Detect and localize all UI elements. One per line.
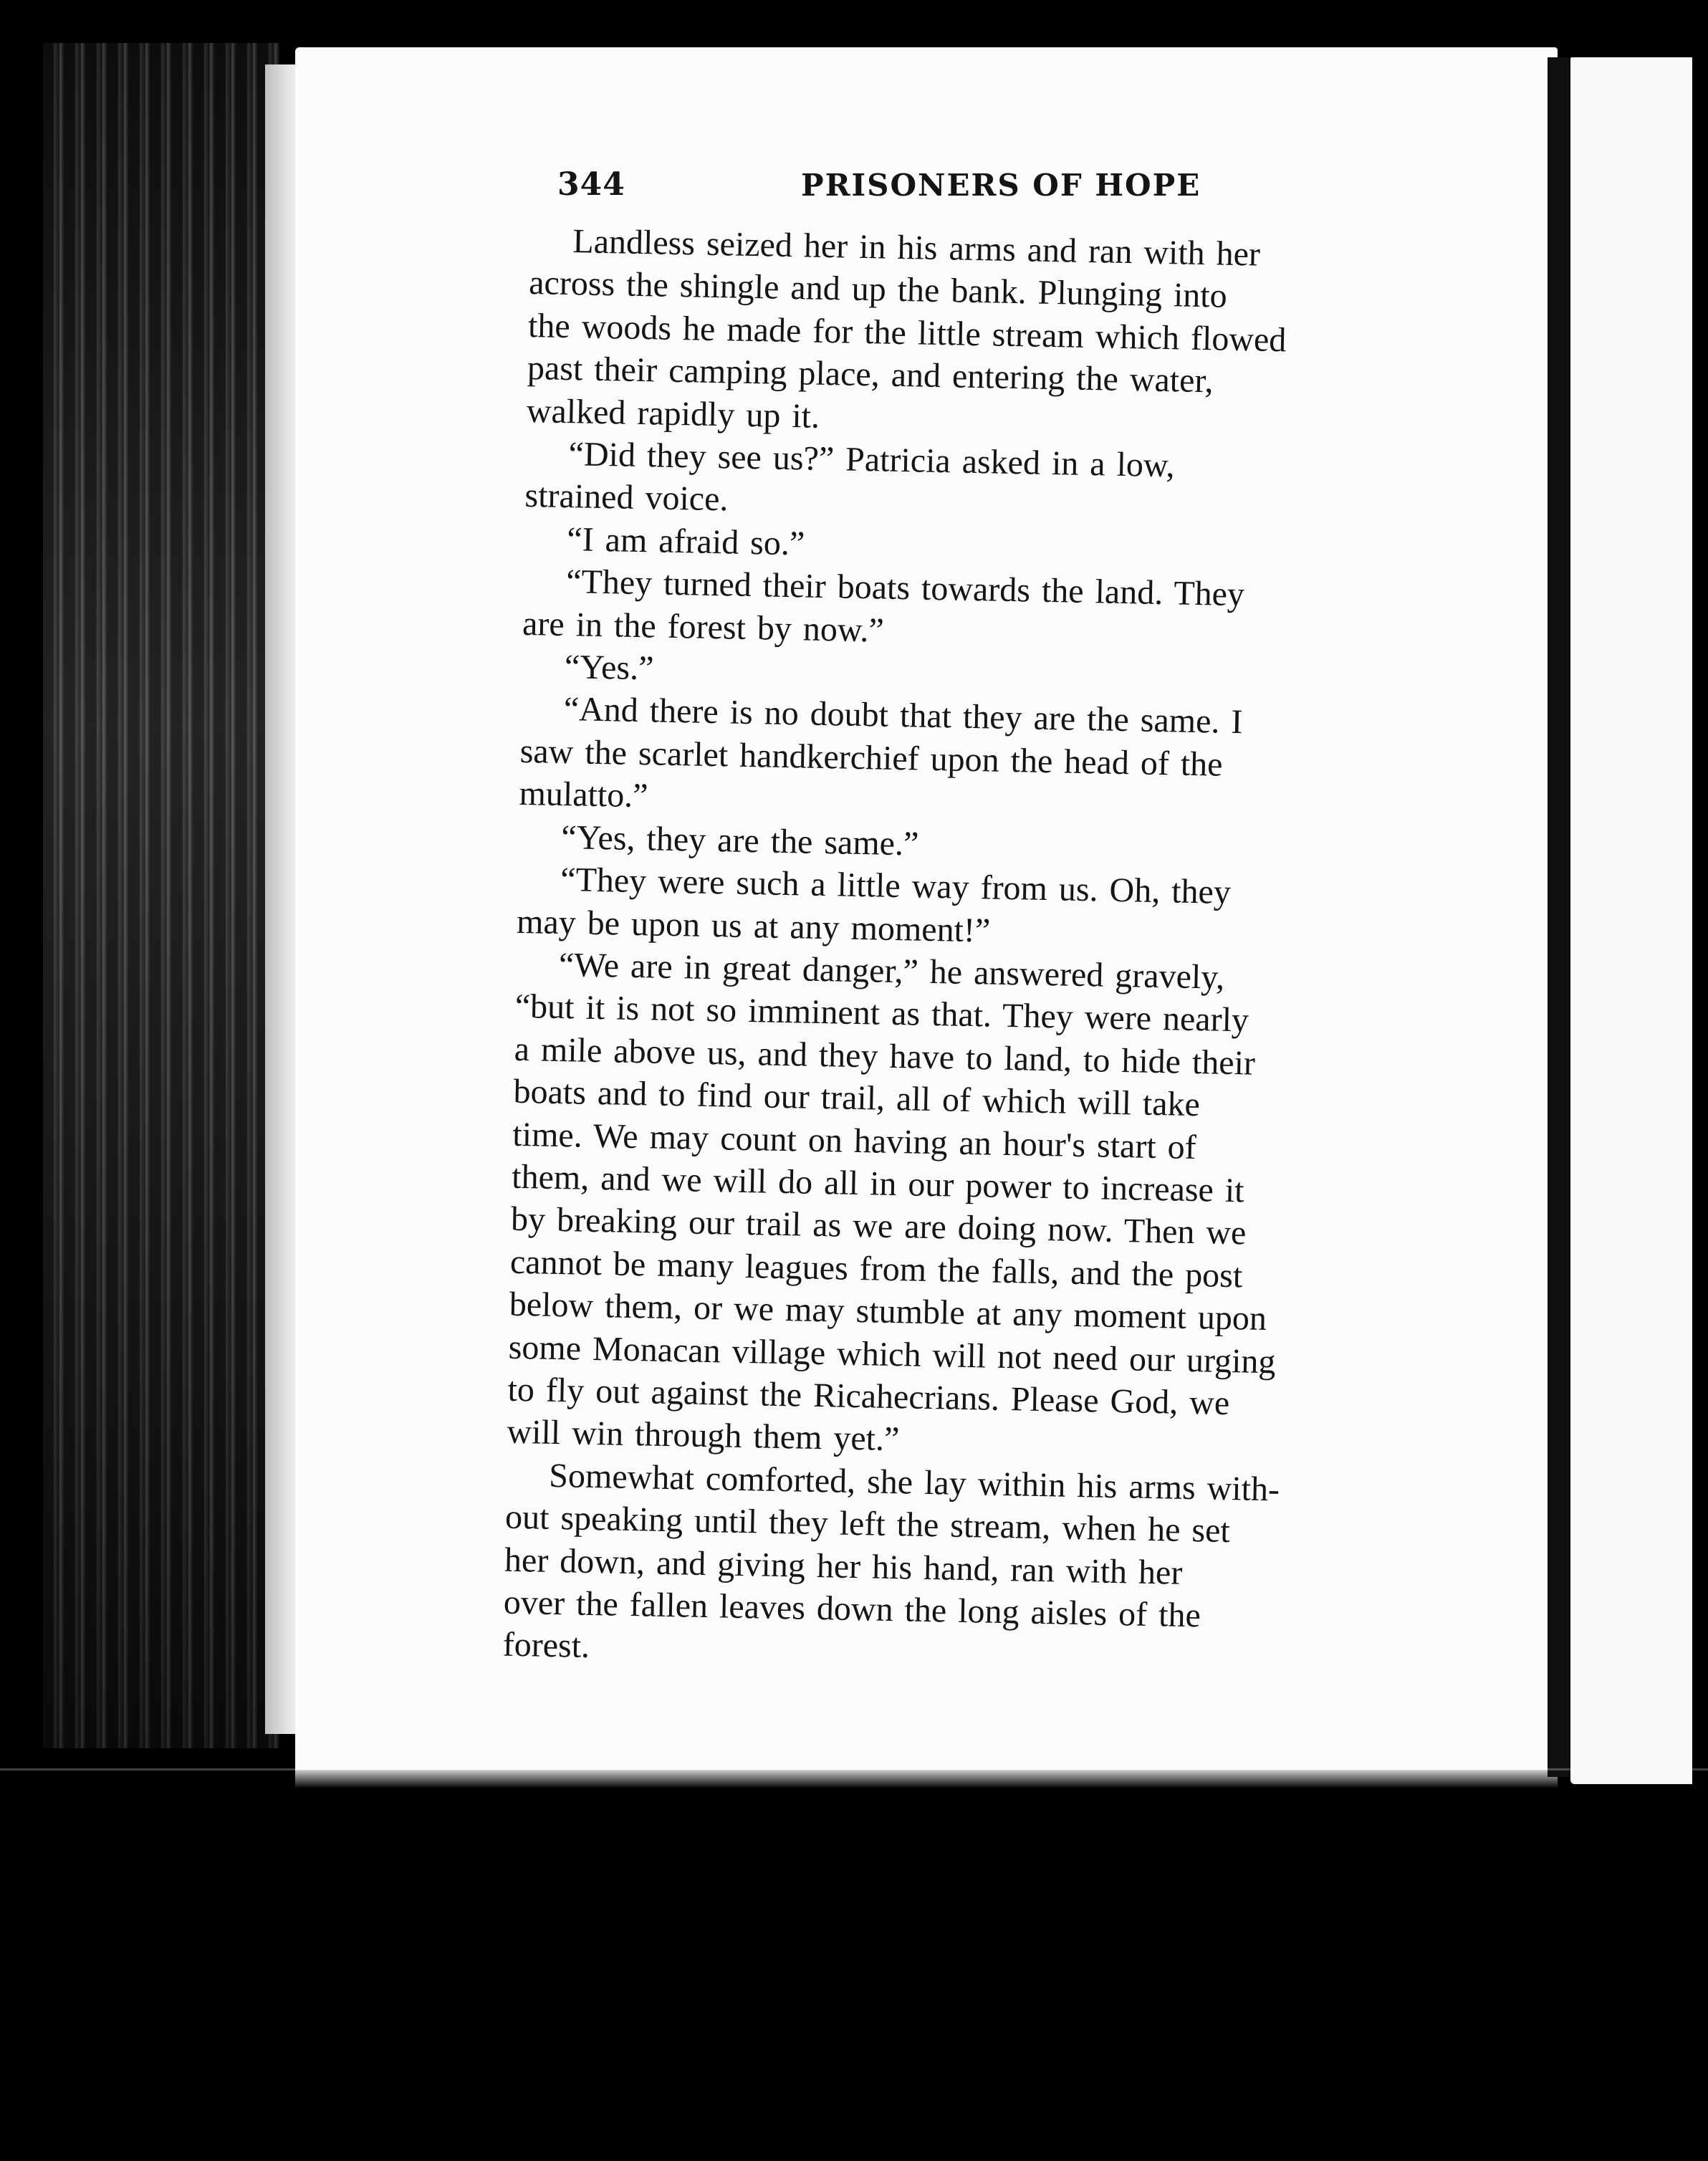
page-bottom-shadow [295, 1770, 1558, 1788]
paragraph: “I am afraid so.” [566, 519, 805, 563]
page-divider [1548, 57, 1569, 1777]
book-edge-shade [43, 43, 279, 1748]
running-head [557, 166, 1517, 216]
paragraph: “We are in great danger,” he answered gravely, “but it is not so imminent as that. They were nearly a mile above us, and they have to land, to hide their boats and to find our trail, all of which will take time. We may count on having an hour's start of them, and we will do all in our power to increase it by breaking our trail as we are doing now. Then we cannot be many leagues from the falls, and the post below them, or we may stumble at any moment upon some Monacan village which will not need our urging to fly out against the Ricahecrians. Please God, we will win through them yet.” [506, 945, 1276, 1459]
body-text [502, 219, 1398, 1683]
paragraph: “Did they see us?” Patricia asked in a low, strained voice. [524, 435, 1176, 519]
paragraph: “They turned their boats towards the land. They are in the forest by now.” [522, 562, 1245, 650]
scan-artifact-line [0, 1768, 1708, 1771]
paragraph: “And there is no doubt that they are the same. I saw the scarlet handkerchief upon the head of the mulatto.” [519, 690, 1243, 815]
paragraph: “Yes.” [564, 648, 654, 688]
paragraph: Somewhat comforted, she lay within his arms with- out speaking until they left the stream, when he set her down, and giving her his hand, ran with her over the fallen leaves down the long aisles of the forest. [502, 1456, 1280, 1666]
page-number: 344 [557, 166, 625, 203]
paragraph: Landless seized her in his arms and ran with her across the shingle and up the bank. Plunging into the woods he made for the little stream which flowed past their camping place, and entering the water, walked rapidly up it. [526, 222, 1287, 436]
paragraph: “Yes, they are the same.” [560, 818, 919, 863]
running-title: PRISONERS OF HOPE [801, 168, 1201, 203]
paragraph: “They were such a little way from us. Oh, they may be upon us at any moment!” [516, 861, 1232, 950]
facing-page-edge [1570, 57, 1692, 1784]
